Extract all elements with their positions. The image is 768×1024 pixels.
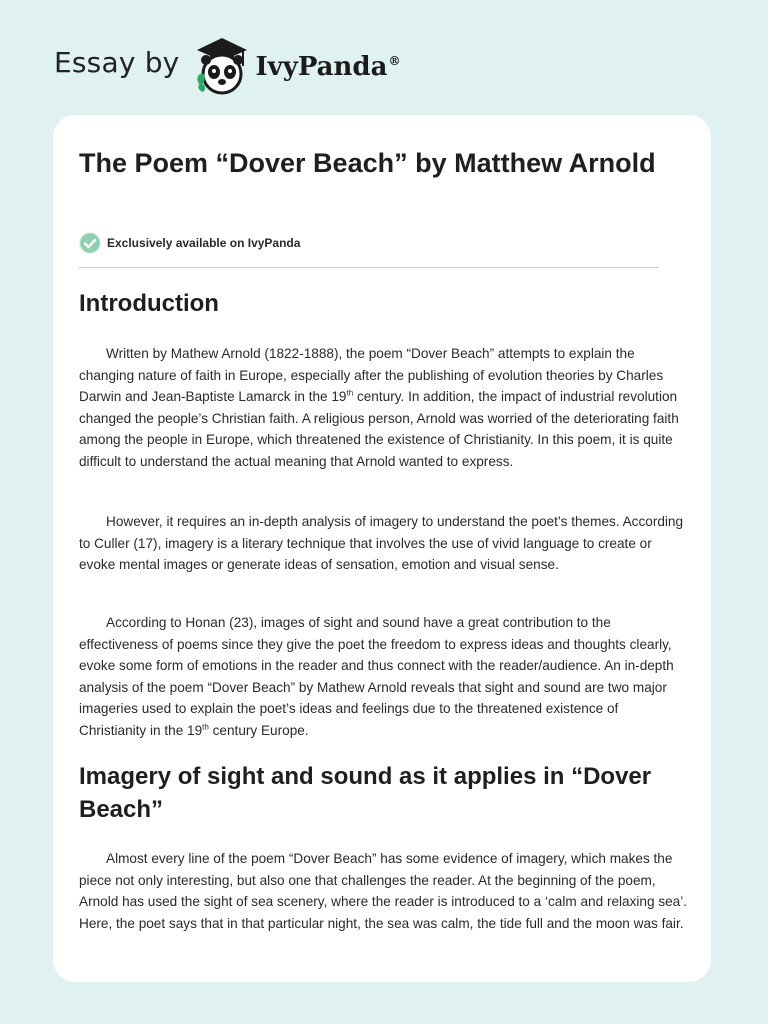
paragraph: Almost every line of the poem “Dover Beach” has some evidence of imagery, which makes the piece not only interesting, but also one that challenges the reader. At the beginning of the poem, Arnold has used the sight of sea scenery, where the reader is introduced to a ‘calm and relaxing sea’. Here, the poet says that in that particular night, the sea was calm, the tide full and the moon was fair.: [79, 851, 688, 931]
logo-wordmark: IvyPanda: [255, 52, 388, 82]
check-circle-icon: [79, 232, 101, 254]
essay-by-label: Essay by: [54, 45, 180, 79]
essay-title: The Poem “Dover Beach” by Matthew Arnold: [79, 148, 656, 178]
paragraph: However, it requires an in-depth analysis of imagery to understand the poet’s themes. According to Culler (17), imagery is a literary technique that involves the use of vivid language to create or evoke mental images or generate ideas of sensation, emotion and visual sense.: [79, 514, 684, 572]
site-header: [54, 30, 400, 100]
registered-mark: ®: [388, 54, 401, 69]
ivypanda-logo[interactable]: [193, 34, 400, 96]
divider: [79, 267, 659, 268]
essay-card: [53, 115, 711, 982]
panda-graduation-cap-icon: [193, 34, 251, 96]
section-heading-introduction: Introduction: [79, 290, 219, 317]
paragraph: Written by Mathew Arnold (1822-1888), the poem “Dover Beach” attempts to explain the changing nature of faith in Europe, especially after the publishing of evolution theories by Charles Darwin and Jean-Baptiste Lamarck in the 19th century. In addition, the impact of industrial revolution changed the people’s Christian faith. A religious person, Arnold was worried of the deteriorating faith among the people in Europe, which threatened the existence of Christianity. In this poem, it is quite difficult to understand the actual meaning that Arnold wanted to express.: [79, 346, 679, 469]
section-heading-imagery: Imagery of sight and sound as it applies in “Dover Beach”: [79, 763, 652, 823]
paragraph: According to Honan (23), images of sight and sound have a great contribution to the effectiveness of poems since they give the poet the freedom to express ideas and thoughts clearly, evoke some form of emotions in the reader and thus connect with the reader/audience. An in-depth analysis of the poem “Dover Beach” by Mathew Arnold reveals that sight and sound are two major imageries used to explain the poet’s ideas and feelings due to the threatened existence of Christianity in the 19th century Europe.: [79, 615, 674, 738]
exclusive-badge-text: Exclusively available on IvyPanda: [107, 236, 301, 250]
exclusive-badge: [79, 232, 300, 254]
